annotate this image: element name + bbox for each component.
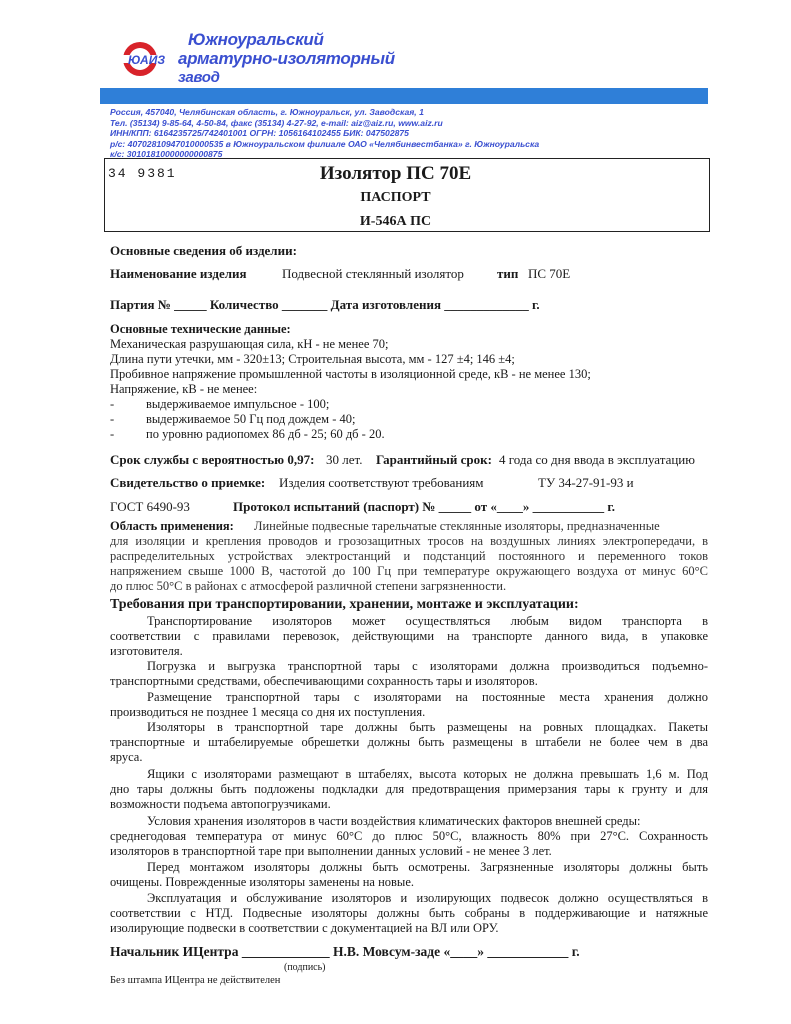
req-line: изоляторов в транспортной таре при выполнении данных условий - не менее 3 лет.: [110, 844, 552, 858]
bullet-dash: -: [110, 412, 115, 426]
contacts-line: р/с: 40702810947010000535 в Южноуральском филиале ОАО «Челябинвестбанка» г. Южноуральска: [110, 138, 540, 149]
req-line: возможности подъема автопогрузчиками.: [110, 797, 331, 811]
tech-line: Длина пути утечки, мм - 320±13; Строительная высота, мм - 127 ±4; 146 ±4;: [110, 352, 515, 366]
basic-heading: Основные сведения об изделии:: [110, 243, 297, 258]
warranty-value: 4 года со дня ввода в эксплуатацию: [499, 452, 695, 467]
signature-caption: (подпись): [284, 962, 326, 973]
contacts-line: к/с: 30101810000000000875: [110, 149, 223, 159]
req-line: соответствии с правилами перевозок, действующими на транспорте данного вида, в упаковке: [110, 629, 708, 643]
acceptance-value: Изделия соответствуют требованиям: [279, 475, 484, 490]
type-label: тип: [497, 266, 519, 281]
product-code: 34 9381: [108, 166, 177, 181]
tech-bullet: выдерживаемое 50 Гц под дождем - 40;: [146, 412, 356, 426]
company-name-line2: арматурно-изоляторный: [178, 49, 395, 68]
scope-line: Линейные подвесные тарельчатые стеклянные изоляторы, предназначенные: [254, 519, 660, 533]
bullet-dash: -: [110, 397, 115, 411]
req-line: очищены. Поврежденные изоляторы заменены на новые.: [110, 875, 415, 889]
contacts-line: Россия, 457040, Челябинская область, г. Южноуральск, ул. Заводская, 1: [110, 107, 424, 117]
req-line: Транспортирование изоляторов может осуществляться любым видом транспорта в: [147, 614, 708, 628]
tech-line: Напряжение, кВ - не менее:: [110, 382, 258, 396]
req-line: Эксплуатация и обслуживание изоляторов и изолирующих подвесок должно осуществляться в: [147, 891, 708, 905]
scope-line: распределительных устройствах электростанций и подстанций постоянного и переменного токов: [110, 549, 708, 563]
document-title: Изолятор ПС 70Е: [319, 163, 472, 184]
bullet-dash: -: [110, 427, 115, 441]
name-label: Наименование изделия: [110, 266, 247, 281]
req-line: транспортные и штабелируемые обрешетки должны быть размещены в штабели не более чем в два: [110, 735, 708, 749]
req-line: Изоляторы в транспортной таре должны быть размещены на ровных площадках. Пакеты: [147, 720, 708, 734]
req-line: среднегодовая температура от минус 60°С до плюс 50°С, влажность 80% при 27°С. Сохранность: [110, 829, 708, 843]
logo-text: ЮАИЗ: [128, 53, 166, 67]
contacts-line: ИНН/КПП: 6164235725/742401001 ОГРН: 1056164102455 БИК: 047502875: [110, 128, 409, 138]
acceptance-gost: ГОСТ 6490-93: [110, 499, 190, 514]
req-line: Условия хранения изоляторов в части воздействия климатических факторов внешней среды:: [147, 814, 641, 828]
req-line: изготовителя.: [110, 644, 183, 658]
tech-line: Механическая разрушающая сила, кН - не менее 70;: [110, 337, 389, 351]
type-value: ПС 70Е: [528, 266, 571, 281]
req-line: производиться не позднее 1 месяца со дня их поступления.: [110, 705, 426, 719]
signature-line: Начальник ИЦентра _____________ Н.В. Мовсум-заде «____» ____________ г.: [110, 944, 580, 959]
req-line: Размещение транспортной тары с изоляторами на постоянные места хранения должно: [147, 690, 708, 704]
tech-bullet: по уровню радиопомех 86 дб - 25; 60 дб - 20.: [146, 427, 385, 441]
tech-line: Пробивное напряжение промышленной частоты в изоляционной среде, кВ - не менее 130;: [110, 367, 591, 381]
requirements-heading: Требования при транспортировании, хранении, монтаже и эксплуатации:: [110, 597, 579, 612]
batch-line: Партия № _____ Количество _______ Дата изготовления _____________ г.: [110, 297, 540, 312]
company-logo-icon: [118, 40, 174, 78]
req-line: Погрузка и выгрузка транспортной тары с изоляторами должна производиться подъемно-: [147, 659, 708, 673]
document-number: И-546А ПС: [359, 214, 432, 229]
acceptance-tu: ТУ 34-27-91-93 и: [538, 475, 634, 490]
req-line: Перед монтажом изоляторы должны быть осмотрены. Загрязненные изоляторы должны быть: [147, 860, 708, 874]
header-bar: [100, 88, 708, 104]
company-name-line1: Южноуральский: [188, 30, 324, 49]
req-line: транспортными средствами, обеспечивающими сохранность тары и изоляторов.: [110, 674, 538, 688]
acceptance-label: Свидетельство о приемке:: [110, 475, 266, 490]
req-line: соответствии с НТД. Подвесные изоляторы должны быть собраны в поддерживающие и натяжные: [110, 906, 708, 920]
company-contacts: [110, 107, 539, 160]
scope-line: для изоляции и крепления проводов и грозозащитных тросов на воздушных линиях электропередачи, в: [110, 534, 708, 548]
req-line: яруса.: [110, 750, 143, 764]
service-value: 30 лет.: [326, 452, 363, 467]
stamp-note: Без штампа ИЦентра не действителен: [110, 975, 281, 986]
tech-heading: Основные технические данные:: [110, 322, 291, 336]
scope-line: до плюс 50°С в районах с атмосферой различной степени загрязненности.: [110, 579, 507, 593]
scope-label: Область применения:: [110, 519, 234, 533]
document-subtitle: ПАСПОРТ: [360, 190, 431, 205]
warranty-label: Гарантийный срок:: [376, 452, 492, 467]
req-line: изолирующие подвески в соответствии с документацией на ВЛ или ОРУ.: [110, 921, 499, 935]
company-name-line3: завод: [178, 69, 220, 86]
contacts-line: Тел. (35134) 9-85-64, 4-50-84, факс (35134) 4-27-92, e-mail: aiz@aiz.ru, www.aiz.ru: [110, 117, 443, 128]
protocol-line: Протокол испытаний (паспорт) № _____ от «____» ___________ г.: [233, 499, 616, 514]
service-label: Срок службы с вероятностью 0,97:: [110, 452, 315, 467]
req-line: дно тары должны быть подложены подкладки для предотвращения примерзания тары к грунту и для: [110, 782, 708, 796]
name-value: Подвесной стеклянный изолятор: [282, 266, 464, 281]
tech-bullet: выдерживаемое импульсное - 100;: [146, 397, 330, 411]
req-line: Ящики с изоляторами размещают в штабелях, высота которых не должна превышать 1,6 м. Под: [147, 767, 708, 781]
scope-line: напряжением свыше 1000 В, частотой до 100 Гц при температуре окружающего воздуха от минус 60°С: [110, 564, 708, 578]
